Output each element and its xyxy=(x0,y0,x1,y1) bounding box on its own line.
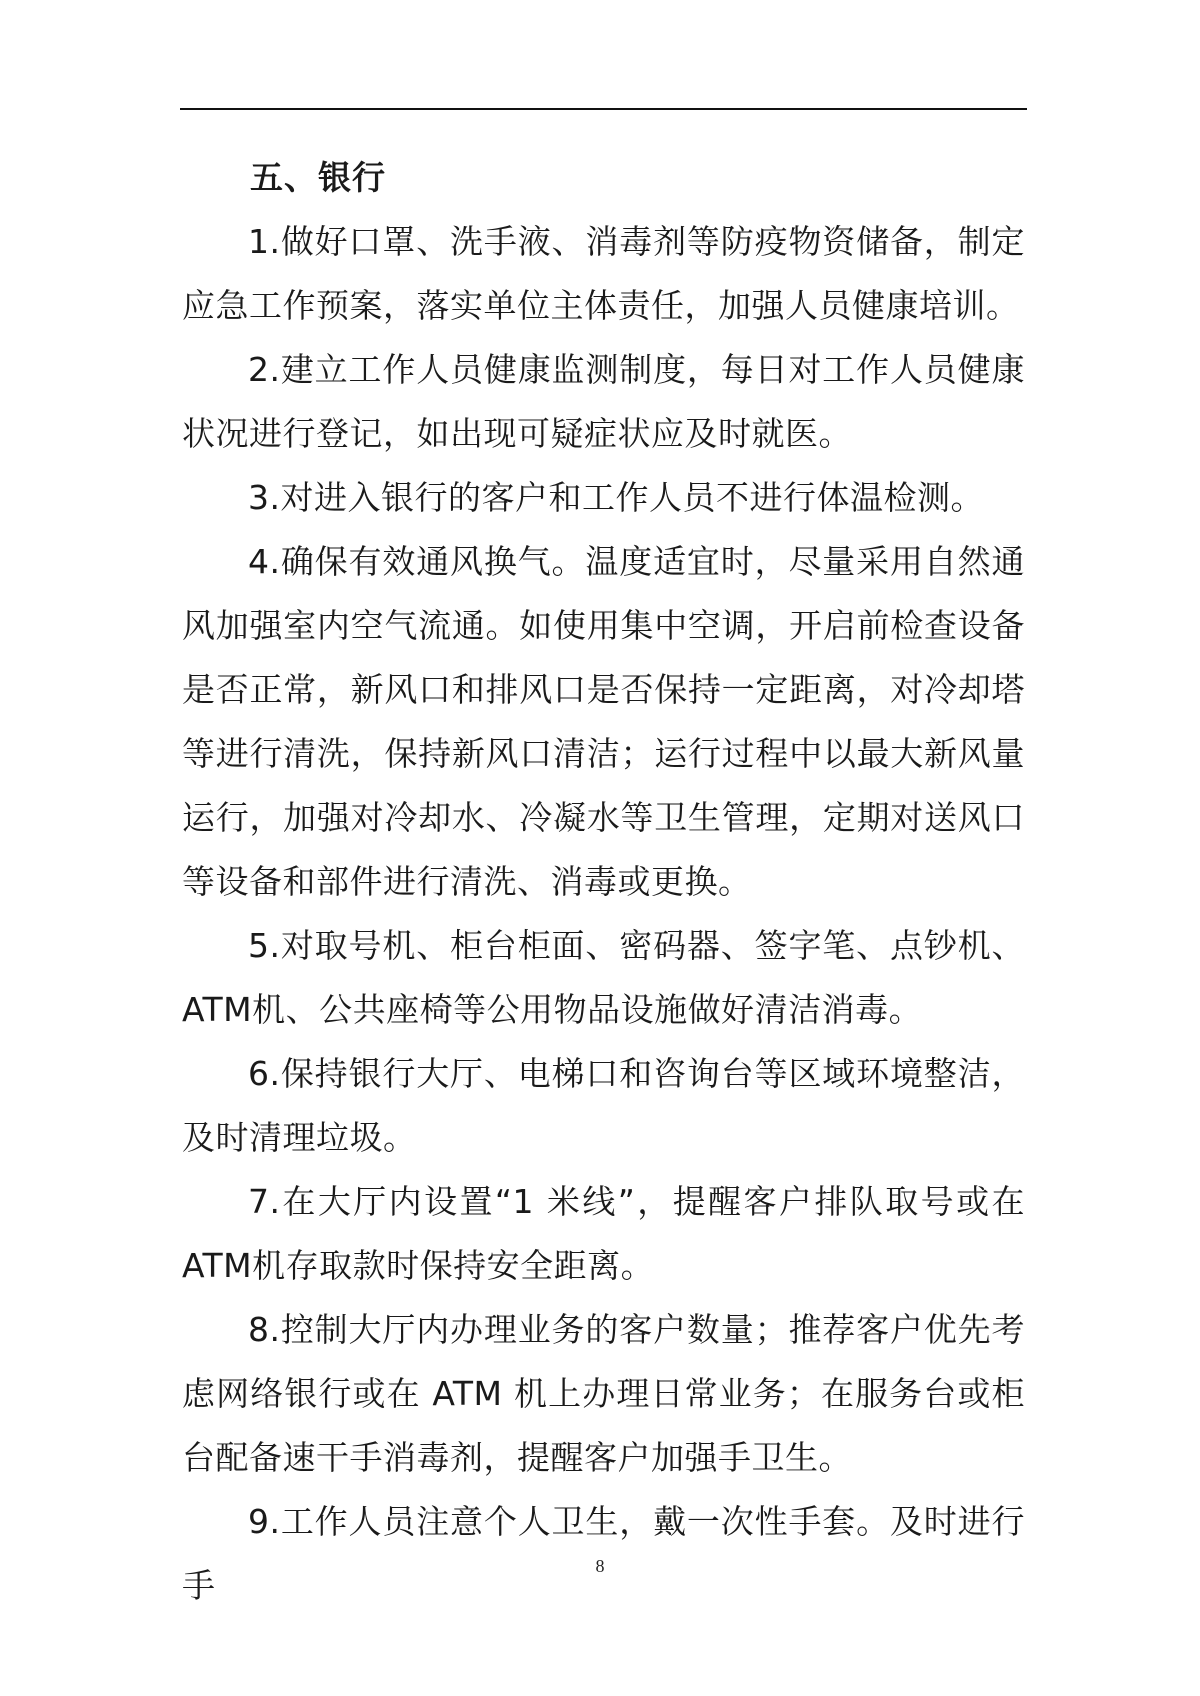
paragraph-8: 8.控制大厅内办理业务的客户数量；推荐客户优先考虑网络银行或在 ATM 机上办理日常业务；在服务台或柜台配备速干手消毒剂，提醒客户加强手卫生。 xyxy=(182,1310,1025,1477)
paragraph-2: 2.建立工作人员健康监测制度，每日对工作人员健康状况进行登记，如出现可疑症状应及时就医。 xyxy=(182,350,1025,453)
paragraph-4: 4.确保有效通风换气。温度适宜时，尽量采用自然通风加强室内空气流通。如使用集中空调，开启前检查设备是否正常，新风口和排风口是否保持一定距离，对冷却塔等进行清洗，保持新风口清洁；运行过程中以最大新风量运行，加强对冷却水、冷凝水等卫生管理，定期对送风口等设备和部件进行清洗、消毒或更换。 xyxy=(182,542,1025,901)
document-body xyxy=(182,146,1025,1618)
paragraph-1: 1.做好口罩、洗手液、消毒剂等防疫物资储备，制定应急工作预案，落实单位主体责任，加强人员健康培训。 xyxy=(182,222,1025,325)
paragraph-9: 9.工作人员注意个人卫生，戴一次性手套。及时进行手 xyxy=(182,1502,1025,1605)
header-rule xyxy=(180,108,1027,110)
paragraph-3: 3.对进入银行的客户和工作人员不进行体温检测。 xyxy=(248,478,984,517)
page-number: 8 xyxy=(595,1556,605,1576)
paragraph-7: 7.在大厅内设置“1 米线”，提醒客户排队取号或在 ATM机存取款时保持安全距离。 xyxy=(182,1182,1025,1285)
paragraph-6: 6.保持银行大厅、电梯口和咨询台等区域环境整洁，及时清理垃圾。 xyxy=(182,1054,1025,1157)
section-heading: 五、银行 xyxy=(250,158,386,197)
paragraph-5: 5.对取号机、柜台柜面、密码器、签字笔、点钞机、ATM机、公共座椅等公用物品设施做好清洁消毒。 xyxy=(182,926,1025,1029)
